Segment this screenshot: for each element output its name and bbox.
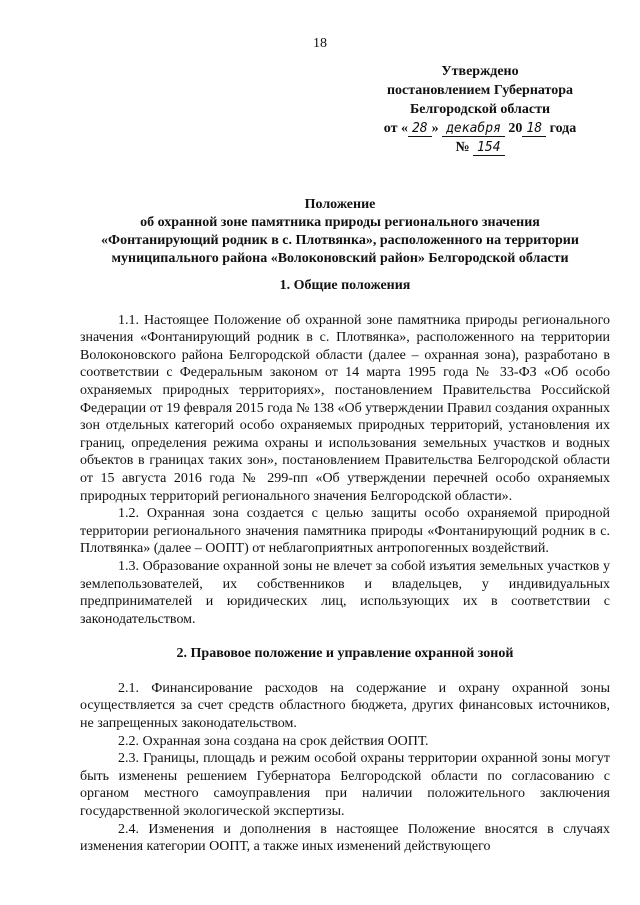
approval-stamp (350, 62, 610, 157)
date-prefix: от « (383, 121, 408, 136)
approval-line-3: Белгородской области (409, 102, 551, 117)
paragraph-2-4: 2.4. Изменения и дополнения в настоящее Положение вносятся в случаях изменения категории ООПТ, а также иных изменений действующего (80, 821, 610, 855)
paragraph-2-1: 2.1. Финансирование расходов на содержание и охрану охранной зоны осуществляется за счет средств областного бюджета, других финансовых источников, не запрещенных законодательством. (80, 680, 610, 732)
document-body (80, 277, 610, 856)
approval-date (350, 119, 610, 138)
section-1-heading: 1. Общие положения (279, 278, 411, 293)
year-word: года (549, 121, 577, 136)
number-value: 154 (473, 140, 504, 156)
paragraph-1-3: 1.3. Образование охранной зоны не влечет за собой изъятия земельных участков у землепользователей, их собственников и владельцев, у индивидуальных предпринимателей и юридических лиц, использующих их в соответствии с законодательством. (80, 558, 610, 627)
paragraph-1-1: 1.1. Настоящее Положение об охранной зоне памятника природы регионального значения «Фонтанирующий родник в с. Плотвянка», расположенного на территории Волоконовского района Белгородской области (далее – охранная зона), разработано в соответствии с Федеральным законом от 14 марта 1995 года № 33-ФЗ «Об особо охраняемых природных территориях», постановлением Правительства Российской Федерации от 19 февраля 2015 года № 138 «Об утверждении Правил создания охранных зон отдельных категорий особо охраняемых природных территорий, установления их границ, определения режима охраны и использования земельных участков и водных объектов в границах таких зон», постановлением Правительства Белгородской области от 15 августа 2016 года № 299-пп «Об утверждении перечней особо охраняемых природных территорий регионального значения Белгородской области». (80, 312, 610, 504)
paragraph-2-3: 2.3. Границы, площадь и режим особой охраны территории охранной зоны могут быть изменены решением Губернатора Белгородской области по согласованию с органом местного самоуправления при наличии положительного заключения государственной экологической экспертизы. (80, 751, 610, 820)
title-line-4: муниципального района «Волоконовский район» Белгородской области (111, 251, 569, 266)
title-line-1: Положение (304, 197, 376, 212)
section-2-heading: 2. Правовое положение и управление охранной зоной (176, 646, 514, 662)
approval-line-2: постановлением Губернатора (386, 83, 574, 98)
page-number: 18 (313, 36, 327, 51)
date-day: 28 (408, 121, 432, 137)
paragraph-2-2: 2.2. Охранная зона создана на срок действия ООПТ. (118, 733, 429, 749)
date-month: декабря (442, 121, 505, 137)
approval-line-1: Утверждено (441, 64, 519, 79)
year-suffix: 18 (522, 121, 546, 137)
title-line-2: об охранной зоне памятника природы регионального значения (140, 215, 540, 230)
approval-number (350, 138, 610, 157)
date-mid: » (431, 121, 439, 136)
number-prefix: № (455, 140, 470, 155)
year-prefix: 20 (508, 121, 523, 136)
paragraph-1-2: 1.2. Охранная зона создается с целью защиты особо охраняемой природной территории регионального значения памятника природы «Фонтанирующий родник в с. Плотвянка» (далее – ООПТ) от неблагоприятных антропогенных воздействий. (80, 506, 610, 557)
document-title (80, 196, 600, 268)
title-line-3: «Фонтанирующий родник в с. Плотвянка», расположенного на территории (101, 233, 579, 248)
